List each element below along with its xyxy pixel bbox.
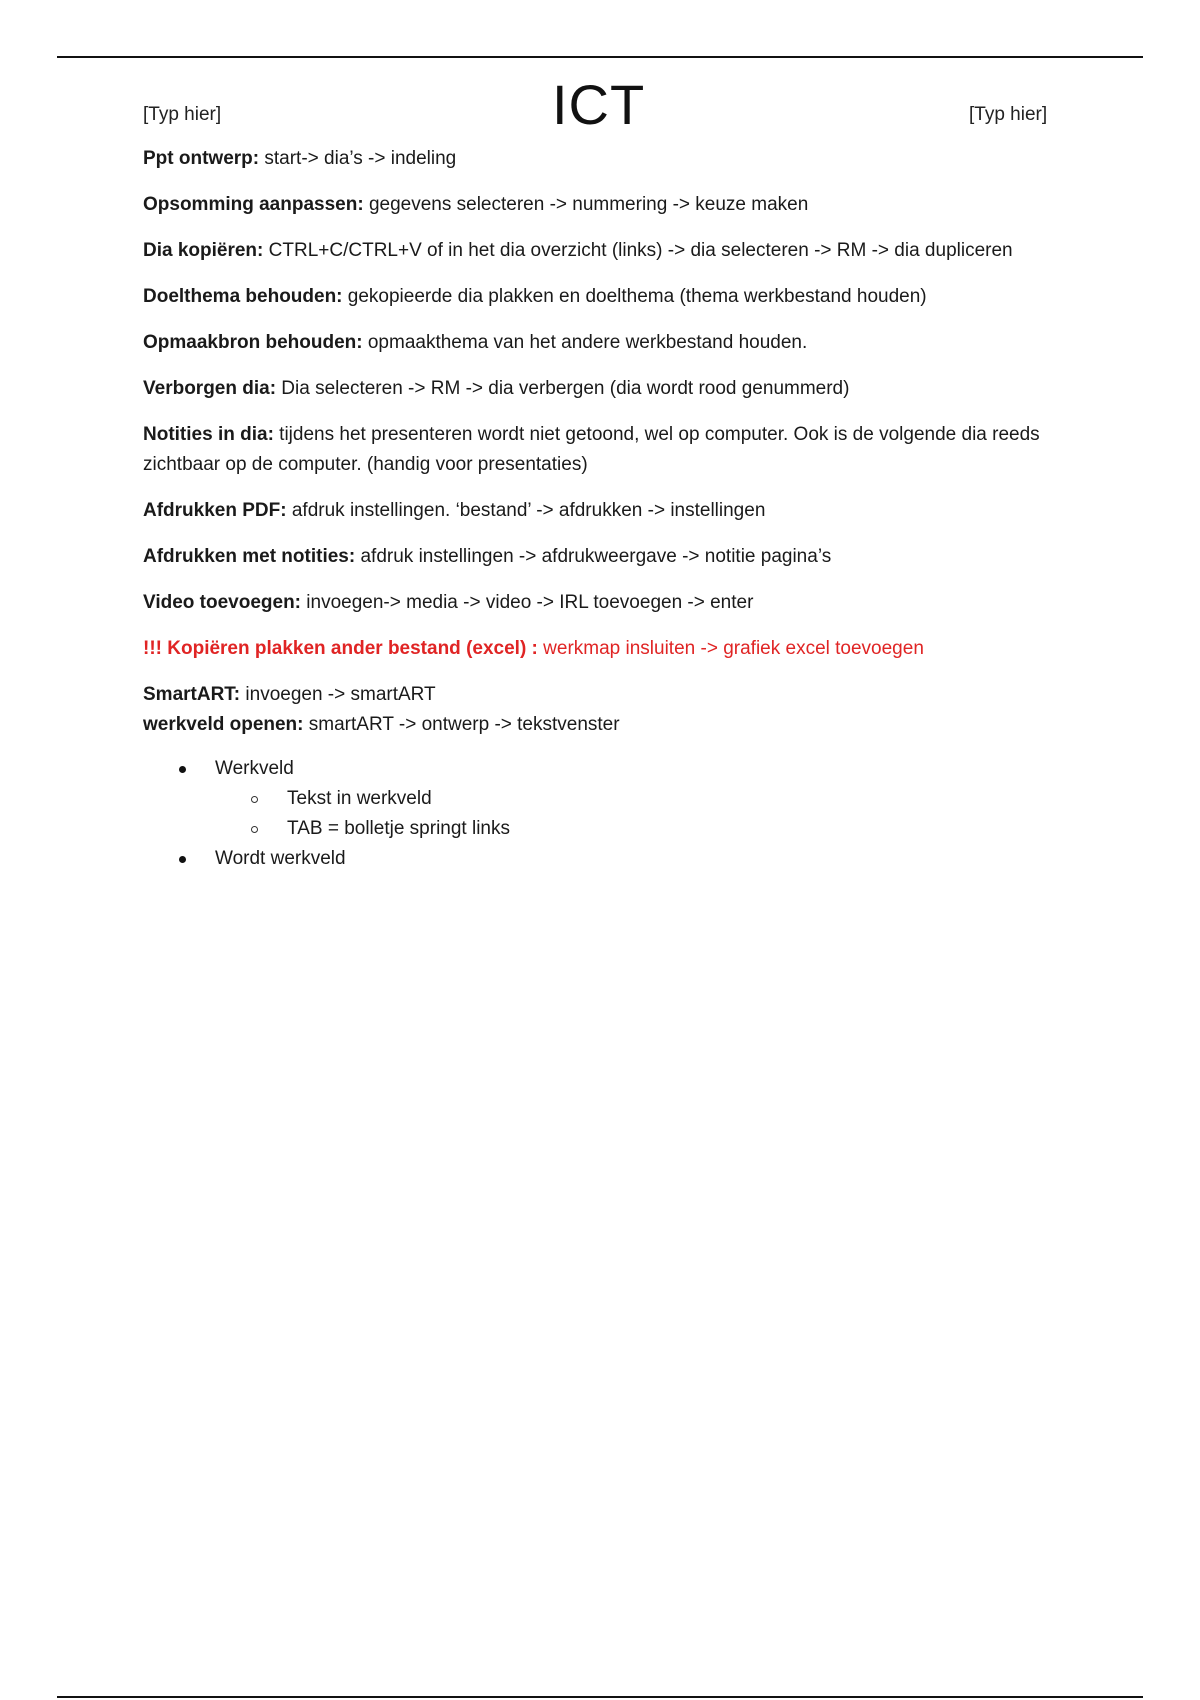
footer-rule: [57, 1696, 1143, 1698]
entry-text: opmaakthema van het andere werkbestand houden.: [362, 332, 808, 353]
bullet-dot-icon: [179, 766, 186, 773]
entry-text: gegevens selecteren -> nummering -> keuze maken: [363, 194, 809, 215]
document-title: ICT: [552, 73, 646, 136]
entry-ppt-ontwerp: [143, 144, 1063, 174]
entry-label: Verborgen dia:: [143, 378, 277, 399]
bullet-circle-icon: [251, 826, 258, 833]
list-item: [215, 784, 1063, 814]
entry-opsomming-aanpassen: [143, 190, 1063, 220]
list-item-text: Wordt werkveld: [215, 848, 346, 869]
entry-kopieren-plakken-excel: [143, 634, 1063, 664]
bullet-circle-icon: [251, 796, 258, 803]
entry-text: smartART -> ontwerp -> tekstvenster: [303, 714, 620, 735]
entry-opmaakbron-behouden: [143, 328, 1063, 358]
entry-text: invoegen -> smartART: [240, 684, 436, 705]
entry-text: tijdens het presenteren wordt niet getoond, wel op computer. Ook is de volgende dia reeds zichtbaar op de computer. (handig voor presentaties): [143, 424, 1040, 475]
entry-afdrukken-met-notities: [143, 542, 1063, 572]
entry-label: Afdrukken met notities:: [143, 546, 356, 567]
entry-label: werkveld openen:: [143, 714, 304, 735]
entry-smartart: [143, 680, 1063, 710]
entry-label: SmartART:: [143, 684, 241, 705]
list-item-text: TAB = bolletje springt links: [287, 818, 510, 839]
entry-label: Afdrukken PDF:: [143, 500, 287, 521]
sub-bullet-list: [215, 784, 1063, 844]
bullet-dot-icon: [179, 856, 186, 863]
entry-werkveld-openen: [143, 710, 1063, 740]
entry-verborgen-dia: [143, 374, 1063, 404]
header-left-placeholder: [Typ hier]: [143, 104, 222, 125]
list-item: [215, 814, 1063, 844]
list-item-text: Tekst in werkveld: [287, 788, 432, 809]
entry-label: !!! Kopiëren plakken ander bestand (excel) :: [143, 638, 538, 659]
entry-label: Doelthema behouden:: [143, 286, 343, 307]
entry-label: Opmaakbron behouden:: [143, 332, 363, 353]
entry-label: Video toevoegen:: [143, 592, 302, 613]
entry-text: start-> dia’s -> indeling: [259, 148, 457, 169]
entry-text: afdruk instellingen. ‘bestand’ -> afdrukken -> instellingen: [286, 500, 766, 521]
entry-video-toevoegen: [143, 588, 1063, 618]
entry-label: Notities in dia:: [143, 424, 274, 445]
list-item: [143, 754, 1063, 844]
entry-dia-kopieren: [143, 236, 1063, 266]
header-right-placeholder: [Typ hier]: [969, 104, 1048, 125]
entry-afdrukken-pdf: [143, 496, 1063, 526]
entry-label: Opsomming aanpassen:: [143, 194, 364, 215]
list-item: [143, 844, 1063, 874]
entry-text: werkmap insluiten -> grafiek excel toevoegen: [537, 638, 924, 659]
entry-text: Dia selecteren -> RM -> dia verbergen (dia wordt rood genummerd): [276, 378, 850, 399]
list-item-text: Werkveld: [215, 758, 294, 779]
header-rule: [57, 56, 1143, 58]
entry-doelthema-behouden: [143, 282, 1063, 312]
entry-text: gekopieerde dia plakken en doelthema (thema werkbestand houden): [342, 286, 927, 307]
entry-text: afdruk instellingen -> afdrukweergave -> notitie pagina’s: [355, 546, 832, 567]
document-body: [143, 144, 1063, 874]
bullet-list: [143, 754, 1063, 874]
entry-label: Dia kopiëren:: [143, 240, 264, 261]
entry-text: invoegen-> media -> video -> IRL toevoegen -> enter: [301, 592, 754, 613]
entry-notities-in-dia: [143, 420, 1063, 480]
entry-text: CTRL+C/CTRL+V of in het dia overzicht (links) -> dia selecteren -> RM -> dia dupliceren: [263, 240, 1013, 261]
entry-label: Ppt ontwerp:: [143, 148, 260, 169]
